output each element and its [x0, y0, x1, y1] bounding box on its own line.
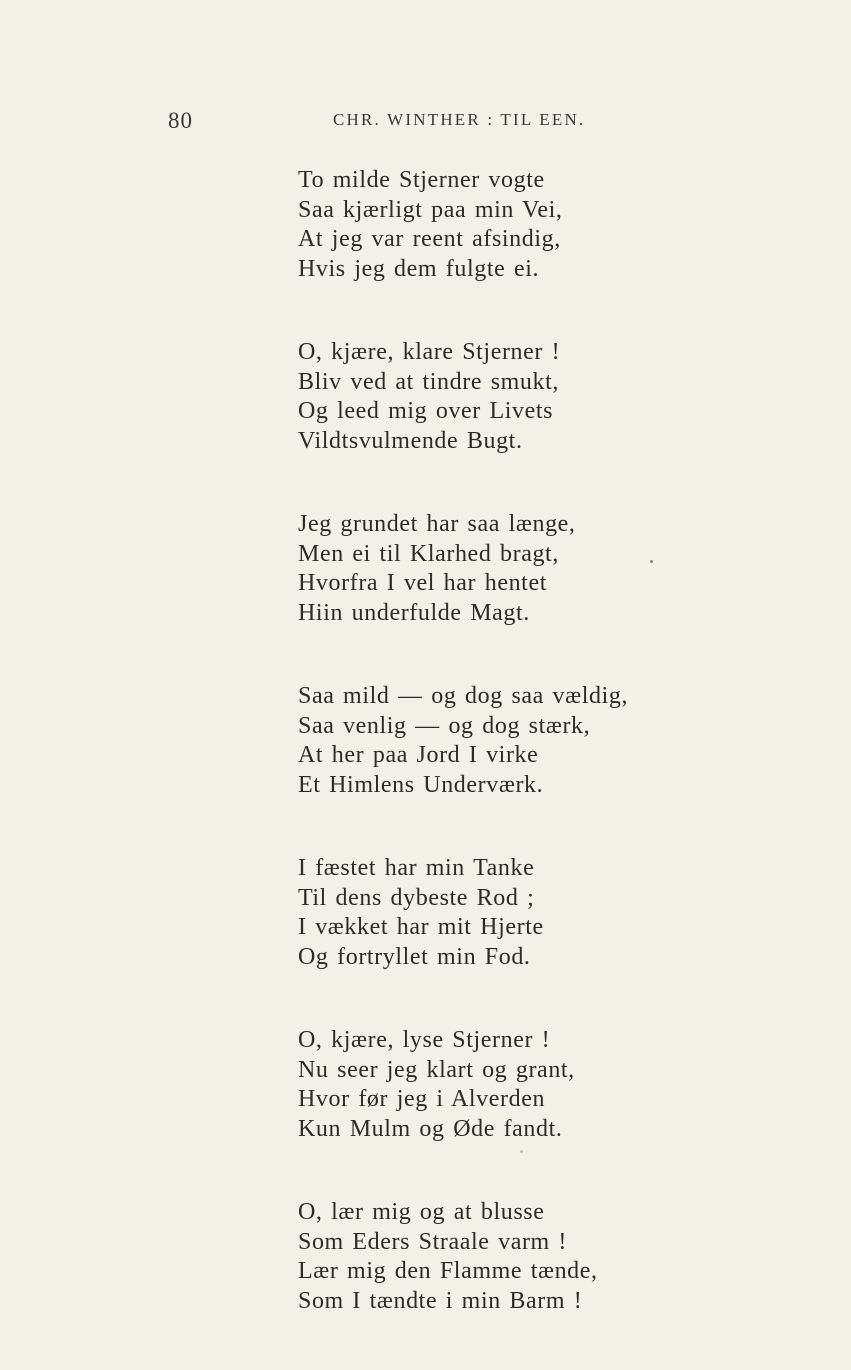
poem-line: Saa kjærligt paa min Vei, — [298, 196, 563, 223]
stanza — [298, 510, 838, 626]
stanza — [298, 682, 838, 798]
poem-line: Nu seer jeg klart og grant, — [298, 1056, 575, 1083]
poem-line: Et Himlens Underværk. — [298, 771, 544, 798]
running-head: CHR. WINTHER : TIL EEN. — [333, 110, 586, 129]
poem-line: Vildtsvulmende Bugt. — [298, 427, 523, 454]
poem-line: O, kjære, klare Stjerner ! — [298, 339, 561, 365]
poem-line: To milde Stjerner vogte — [298, 167, 545, 193]
poem-line: I fæstet har min Tanke — [298, 855, 535, 881]
stanza — [298, 338, 838, 454]
poem-line: Men ei til Klarhed bragt, — [298, 540, 559, 567]
poem-line: Saa venlig — og dog stærk, — [298, 712, 591, 739]
stanza — [298, 854, 838, 970]
poem-line: Hvorfra I vel har hentet — [298, 570, 547, 596]
poem-line: Og fortryllet min Fod. — [298, 943, 531, 970]
poem-line: Saa mild — og dog saa vældig, — [298, 683, 629, 709]
poem-line: Hvor før jeg i Alverden — [298, 1086, 546, 1112]
stanza — [298, 1026, 838, 1142]
poem-line: At her paa Jord I virke — [298, 742, 539, 768]
poem — [298, 166, 838, 1370]
page-number: 80 — [168, 108, 193, 133]
poem-line: Jeg grundet har saa længe, — [298, 511, 576, 537]
poem-line: Lær mig den Flamme tænde, — [298, 1258, 598, 1284]
poem-line: At jeg var reent afsindig, — [298, 226, 561, 252]
poem-line: O, lær mig og at blusse — [298, 1199, 545, 1225]
poem-line: Hvis jeg dem fulgte ei. — [298, 255, 540, 282]
poem-line: Kun Mulm og Øde fandt. — [298, 1115, 563, 1142]
stanza — [298, 166, 838, 282]
print-speck — [650, 560, 653, 563]
poem-line: Som I tændte i min Barm ! — [298, 1287, 583, 1314]
poem-line: I vækket har mit Hjerte — [298, 914, 544, 940]
poem-line: Bliv ved at tindre smukt, — [298, 368, 559, 395]
poem-line: Og leed mig over Livets — [298, 398, 554, 424]
poem-line: Som Eders Straale varm ! — [298, 1228, 567, 1255]
print-speck — [520, 1150, 523, 1153]
poem-line: Til dens dybeste Rod ; — [298, 884, 535, 911]
poem-line: O, kjære, lyse Stjerner ! — [298, 1027, 551, 1053]
poem-line: Hiin underfulde Magt. — [298, 599, 530, 626]
stanza — [298, 1198, 838, 1314]
